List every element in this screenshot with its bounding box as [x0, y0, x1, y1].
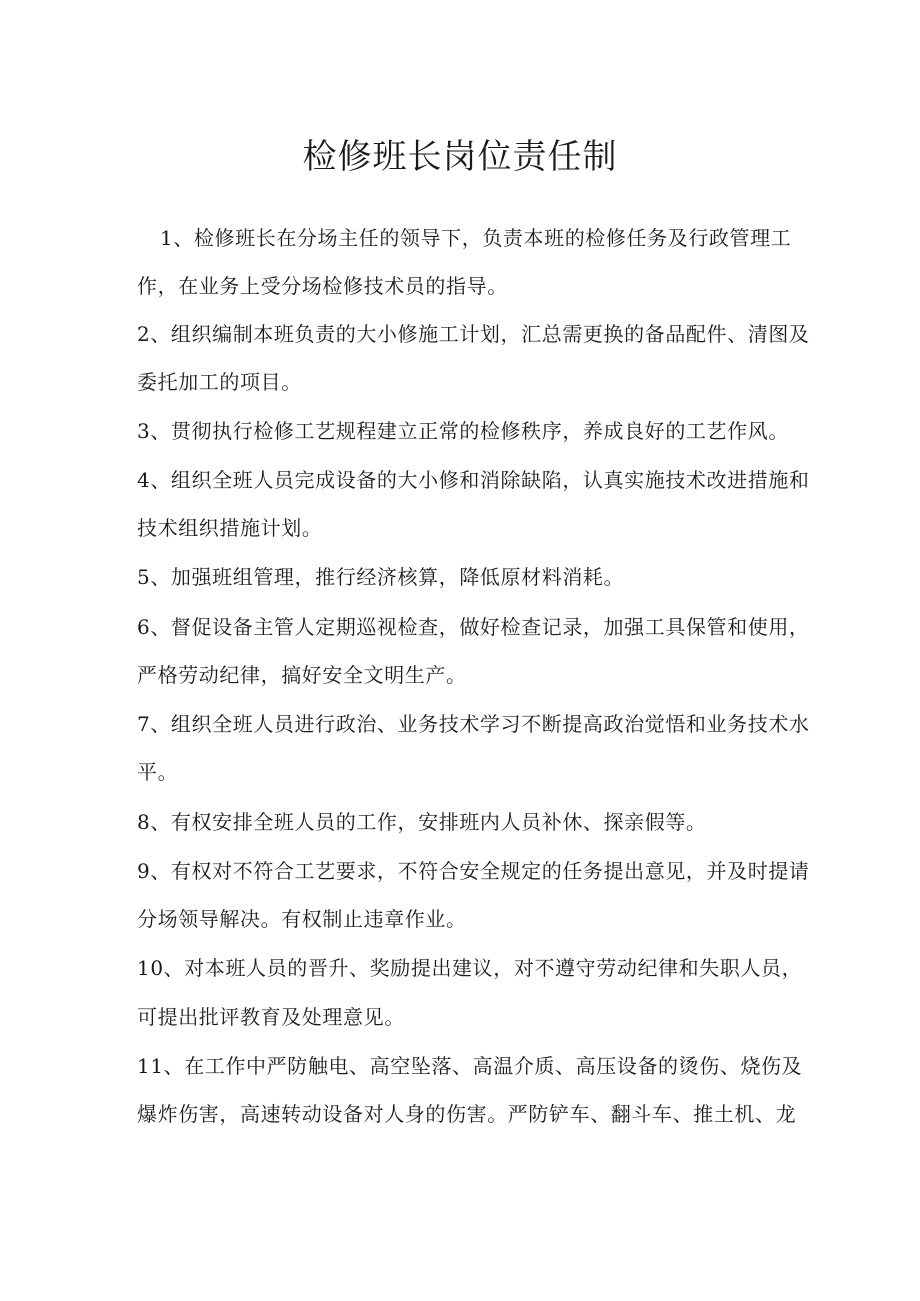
paragraph-line: 2、组织编制本班负责的大小修施工计划，汇总需更换的备品配件、清图及	[137, 322, 810, 346]
paragraph-line: 严格劳动纪律，搞好安全文明生产。	[137, 663, 467, 687]
paragraph-line: 4、组织全班人员完成设备的大小修和消除缺陷，认真实施技术改进措施和	[137, 468, 810, 492]
paragraph-line: 平。	[137, 760, 179, 784]
paragraph-line: 爆炸伤害，高速转动设备对人身的伤害。严防铲车、翻斗车、推土机、龙	[137, 1102, 797, 1126]
paragraph-line: 技术组织措施计划。	[137, 516, 323, 540]
paragraph-line: 6、督促设备主管人定期巡视检查，做好检查记录，加强工具保管和使用，	[137, 615, 810, 639]
paragraph-line: 8、有权安排全班人员的工作，安排班内人员补休、探亲假等。	[137, 810, 707, 834]
paragraph-line: 委托加工的项目。	[137, 370, 302, 394]
paragraph-line: 可提出批评教育及处理意见。	[137, 1005, 405, 1029]
document-title: 检修班长岗位责任制	[302, 137, 618, 177]
paragraph-line: 分场领导解决。有权制止违章作业。	[137, 907, 467, 931]
paragraph-line: 11、在工作中严防触电、高空坠落、高温介质、高压设备的烫伤、烧伤及	[137, 1054, 803, 1078]
paragraph-line: 7、组织全班人员进行政治、业务技术学习不断提高政治觉悟和业务技术水	[137, 712, 810, 736]
paragraph-line: 9、有权对不符合工艺要求，不符合安全规定的任务提出意见，并及时提请	[137, 859, 810, 883]
paragraph-line: 10、对本班人员的晋升、奖励提出建议，对不遵守劳动纪律和失职人员，	[137, 956, 803, 980]
paragraph-line: 1、检修班长在分场主任的领导下，负责本班的检修任务及行政管理工	[160, 226, 792, 250]
paragraph-line: 3、贯彻执行检修工艺规程建立正常的检修秩序，养成良好的工艺作风。	[137, 419, 789, 443]
paragraph-line: 作，在业务上受分场检修技术员的指导。	[137, 274, 508, 298]
paragraph-line: 5、加强班组管理，推行经济核算，降低原材料消耗。	[137, 565, 625, 589]
